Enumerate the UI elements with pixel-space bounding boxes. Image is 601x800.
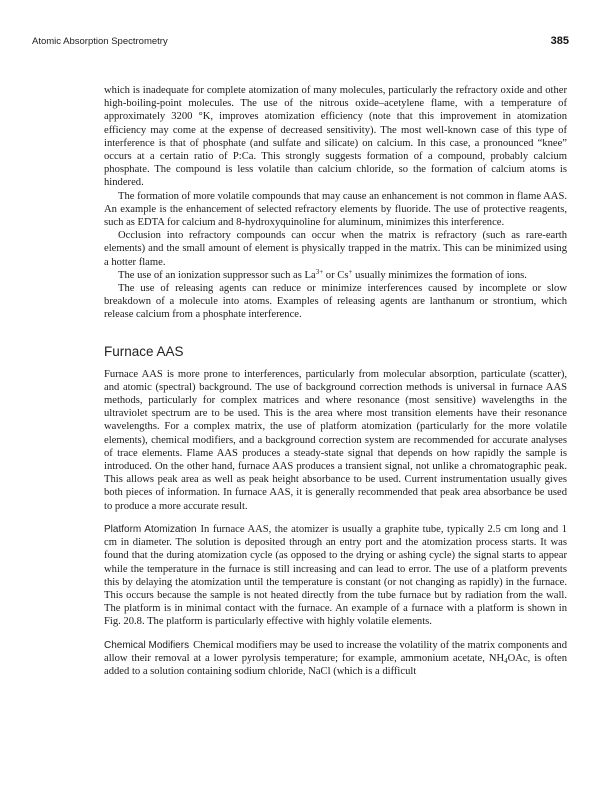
running-title: Atomic Absorption Spectrometry	[32, 36, 168, 47]
text-run: or Cs	[323, 269, 349, 281]
text-run: In furnace AAS, the atomizer is usually a graphite tube, typically 2.5 cm long and 1 cm in diameter. The solution is deposited through an entry port and the atomization process starts. It was found that the during atomization cycle (as opposed to the drying or ashing cycle) the signal starts to appear while the temperature in the furnace is still increasing and can lead to error. The use of a platform prevents this by delaying the atomization until the temperature is constant (or not changing as rapidly) in the furnace. This occurs because the sample is not heated directly from the tube furnace but by radiation from the wall. The platform is in minimal contact with the furnace. An example of a furnace with a platform is shown in Fig. 20.8. The platform is particularly effective with highly volatile elements.	[104, 523, 567, 628]
text-run: OAc, is often added to a solution containing sodium chloride, NaCl (which is a difficult	[104, 652, 567, 677]
running-head	[32, 36, 569, 50]
paragraph-atomization: which is inadequate for complete atomization of many molecules, particularly the refractory oxide and other high-boiling-point molecules. The use of the nitrous oxide–acetylene flame, with a temperature of approximately 3200 °K, improves atomization efficiency (note that this improvement in atomization efficiency may come at the expense of decreased sensitivity). The most well-known case of this type of interference is that of phosphate (and sulfate and silicate) on calcium. In this case, a pronounced “knee” occurs at a certain ratio of P:Ca. This strongly suggests formation of a compound, probably calcium phosphate. The compound is less volatile than calcium chloride, so the formation of calcium atoms is hindered.	[104, 85, 567, 189]
page-number: 385	[550, 35, 569, 47]
paragraph-furnace-intro: Furnace AAS is more prone to interferences, particularly from molecular absorption, particulate (scatter), and atomic (spectral) background. The use of background correction methods is universal in furnace AAS methods, particularly for complex matrices and where resonance (most sensitive) wavelengths in the ultraviolet spectrum are to be used. This is the area where most transition elements have their resonance wavelengths. For a complex matrix, the use of platform atomization (particularly for the more volatile elements), chemical modifiers, and a background correction system are recommended for accurate analyses of trace elements. Flame AAS produces a steady-state signal that depends on how rapidly the sample is introduced. On the other hand, furnace AAS produces a transient signal, not unlike a chromatographic peak. This allows peak area as well as peak height absorbance to be used. Current instrumentation usually gives both pieces of information. In furnace AAS, it is generally recommended that peak area absorbance be used to produce a more accurate result.	[104, 368, 567, 512]
paragraph-releasing-agents: The use of releasing agents can reduce or minimize interferences caused by incomplete or slow breakdown of a molecule into atoms. Examples of releasing agents are lanthanum or strontium, which release calcium from a phosphate interference.	[104, 283, 567, 321]
superscript-charge: 3+	[315, 267, 324, 276]
superscript-charge: +	[348, 267, 353, 276]
paragraph-volatile-compounds: The formation of more volatile compounds that may cause an enhancement is not common in flame AAS. An example is the enhancement of selected refractory elements by fluoride. The use of protective reagents, such as EDTA for calcium and 8-hydroxyquinoline for aluminum, minimizes this interference.	[104, 190, 567, 229]
runin-heading-modifiers: Chemical Modifiers	[104, 639, 190, 651]
section-heading-furnace-aas: Furnace AAS	[104, 343, 184, 359]
text-run: The use of an ionization suppressor such as La	[118, 269, 316, 281]
paragraph-occlusion: Occlusion into refractory compounds can occur when the matrix is refractory (such as rare-earth elements) and the small amount of element is physically trapped in the matrix. This can be minimized using a hotter flame.	[104, 230, 567, 268]
paragraph-chemical-modifiers	[104, 639, 567, 679]
page-body	[104, 84, 567, 678]
text-run: Chemical modifiers may be used to increase the volatility of the matrix components and allow their removal at a lower pyrolysis temperature; for example, ammonium acetate, NH	[104, 639, 567, 664]
subscript: 4	[504, 656, 508, 665]
paragraph-ionization-suppressor	[104, 269, 567, 282]
text-run: usually minimizes the formation of ions.	[352, 269, 527, 281]
runin-heading-platform: Platform Atomization	[104, 523, 197, 535]
paragraph-platform-atomization	[104, 523, 567, 629]
